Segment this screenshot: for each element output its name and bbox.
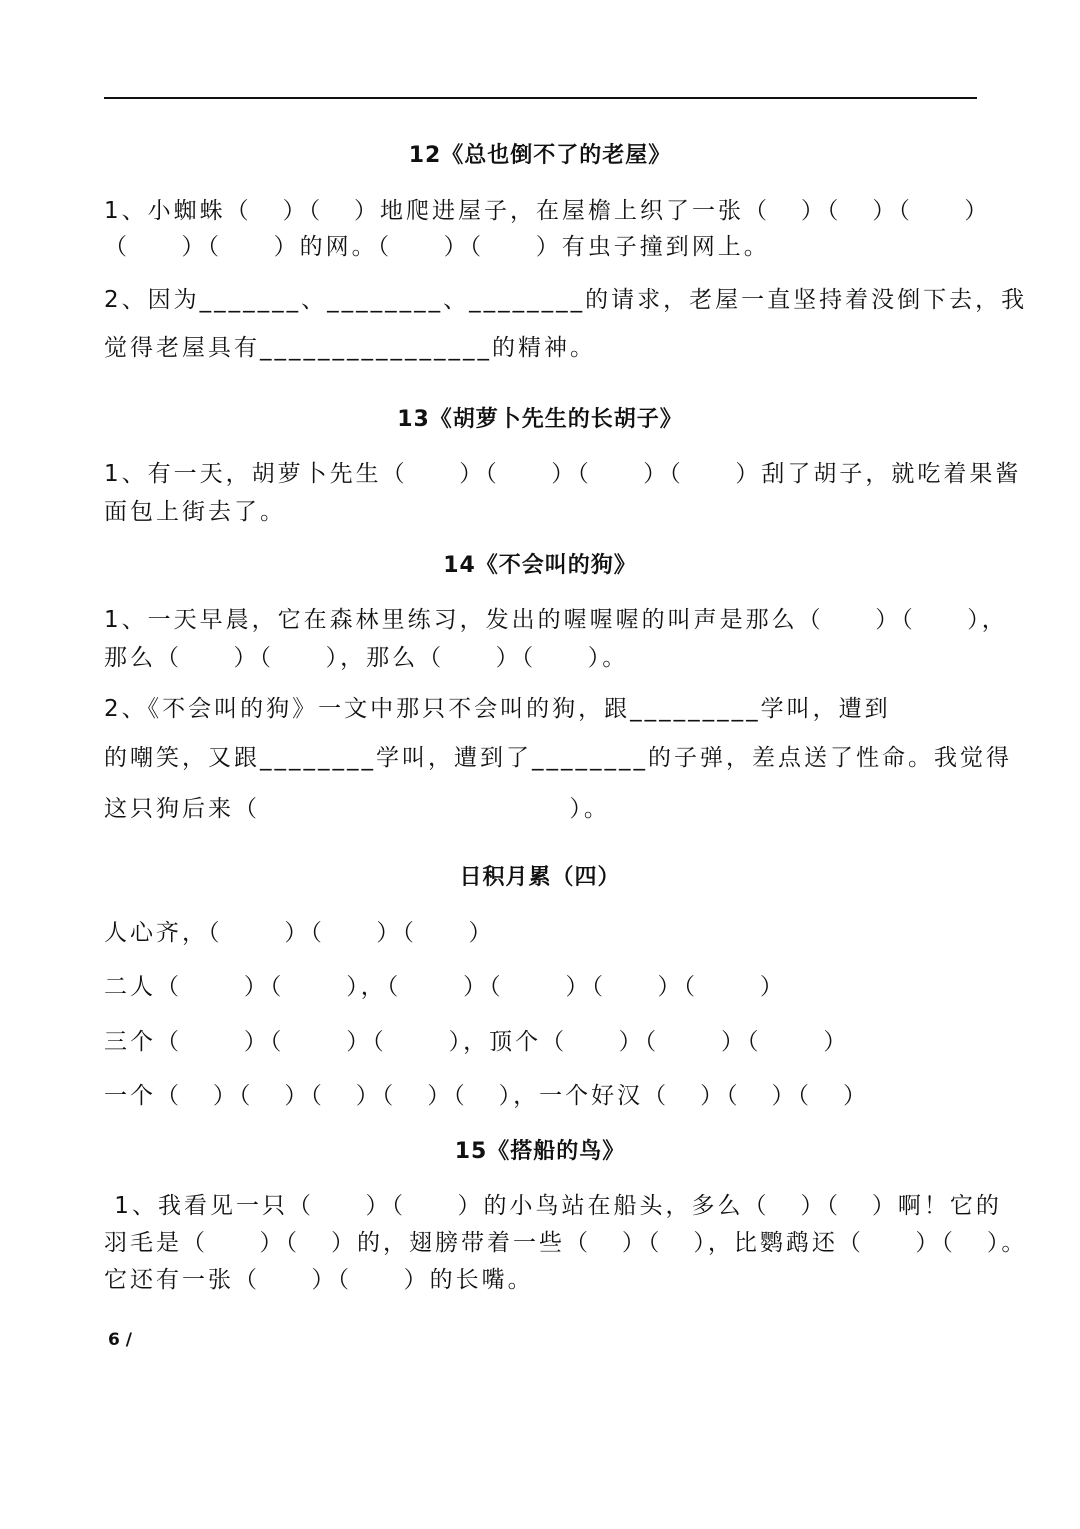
accum-line1: 人心齐，（ ）（ ）（ ） bbox=[104, 920, 495, 946]
s12-q1-line2: （ ）（ ）的网。（ ）（ ）有虫子撞到网上。 bbox=[104, 234, 770, 260]
s14-q2-line2: 的嘲笑，又跟________学叫，遭到了________的子弹，差点送了性命。我觉得 bbox=[104, 745, 1012, 771]
s12-q1-line1: 1、小蜘蛛（ ）（ ）地爬进屋子，在屋檐上织了一张（ ）（ ）（ ） bbox=[104, 198, 991, 224]
s12-q2-line2: 觉得老屋具有________________的精神。 bbox=[104, 335, 596, 361]
top-rule bbox=[104, 97, 977, 99]
s13-q1-line1: 1、有一天，胡萝卜先生（ ）（ ）（ ）（ ）刮了胡子，就吃着果酱 bbox=[104, 461, 1022, 487]
s13-q1-line2: 面包上街去了。 bbox=[104, 499, 286, 525]
section-13-title: 13《胡萝卜先生的长胡子》 bbox=[397, 407, 683, 432]
accum-line4: 一个（ ）（ ）（ ）（ ）（ ），一个好汉（ ）（ ）（ ） bbox=[104, 1083, 869, 1109]
accum-line3: 三个（ ）（ ）（ ），顶个（ ）（ ）（ ） bbox=[104, 1029, 850, 1055]
section-14-title: 14《不会叫的狗》 bbox=[443, 553, 637, 578]
s14-q1-line1: 1、一天早晨，它在森林里练习，发出的喔喔喔的叫声是那么（ ）（ ）， bbox=[104, 607, 1008, 633]
s15-q1-line1: 1、我看见一只（ ）（ ）的小鸟站在船头，多么（ ）（ ）啊！它的 bbox=[104, 1193, 1002, 1219]
accumulation-title: 日积月累（四） bbox=[459, 865, 621, 890]
s14-q2-line1: 2、《不会叫的狗》一文中那只不会叫的狗，跟_________学叫，遭到 bbox=[104, 696, 891, 722]
section-12-title: 12《总也倒不了的老屋》 bbox=[408, 143, 672, 168]
accum-line2: 二人（ ）（ ），（ ）（ ）（ ）（ ） bbox=[104, 974, 786, 1000]
s14-q2-line3: 这只狗后来（ ）。 bbox=[104, 796, 610, 822]
section-15-title: 15《搭船的鸟》 bbox=[454, 1139, 626, 1164]
s15-q1-line3: 它还有一张（ ）（ ）的长嘴。 bbox=[104, 1267, 534, 1293]
s12-q2-line1: 2、因为_______、________、________的请求，老屋一直坚持着没倒下去，我 bbox=[104, 287, 1028, 313]
s14-q1-line2: 那么（ ）（ ），那么（ ）（ ）。 bbox=[104, 645, 629, 671]
page-number: 6 / bbox=[108, 1330, 132, 1350]
s15-q1-line2: 羽毛是（ ）（ ）的，翅膀带着一些（ ）（ ），比鹦鹉还（ ）（ ）。 bbox=[104, 1230, 1028, 1256]
